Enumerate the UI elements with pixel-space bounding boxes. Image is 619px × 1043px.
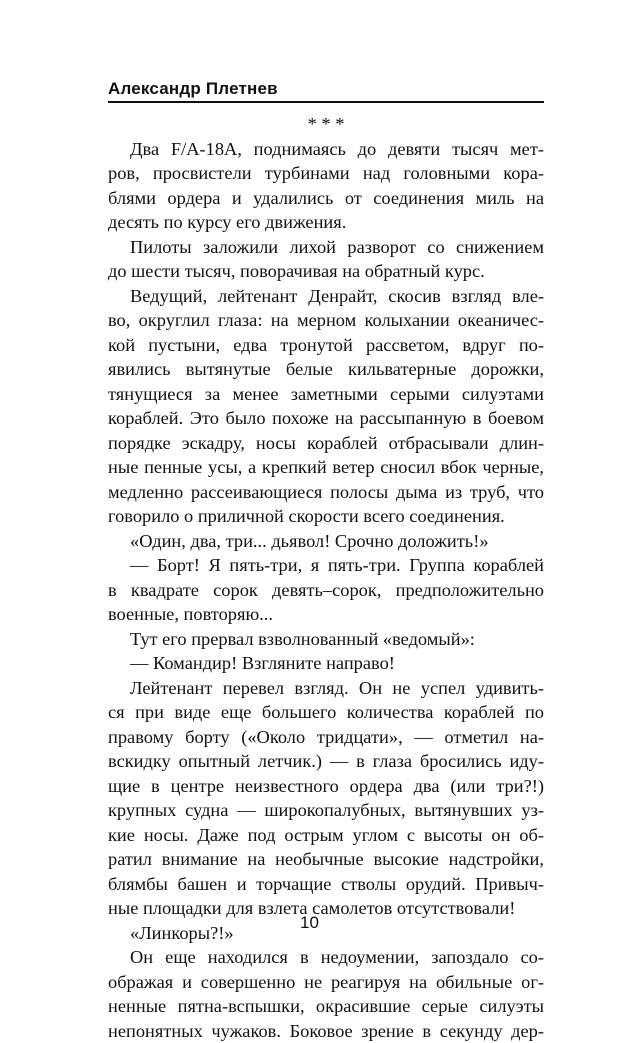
text-line: Он еще находился в недоумении, запоздало со- <box>108 945 544 970</box>
text-line: блями ордера и удалились от соединения миль на <box>108 186 544 211</box>
text-line: Пилоты заложили лихой разворот со снижением <box>108 235 544 260</box>
header-rule <box>108 101 544 103</box>
text-line: ображая и совершенно не реагируя на обильные ог- <box>108 970 544 995</box>
text-line: «Линкоры?!» <box>108 921 544 946</box>
text-line: — Командир! Взгляните направо! <box>108 651 544 676</box>
text-line: блямбы башен и торчащие стволы орудий. Привыч- <box>108 872 544 897</box>
text-line: во, округлил глаза: на мерном колыхании океаничес- <box>108 308 544 333</box>
text-line: Тут его прервал взволнованный «ведомый»: <box>108 627 544 652</box>
text-line: ратил внимание на необычные высокие надстройки, <box>108 847 544 872</box>
text-line: говорило о приличной скорости всего соединения. <box>108 504 544 529</box>
text-line: — Борт! Я пять-три, я пять-три. Группа кораблей <box>108 553 544 578</box>
text-line: кораблей. Это было похоже на рассыпанную в боевом <box>108 406 544 431</box>
author-name: Александр Плетнев <box>108 79 544 99</box>
text-line: вскидку опытный летчик.) — в глаза бросились иду- <box>108 749 544 774</box>
text-line: десять по курсу его движения. <box>108 210 544 235</box>
text-line: «Один, два, три... дьявол! Срочно доложить!» <box>108 529 544 554</box>
text-line: тянущиеся за менее заметными серыми силуэтами <box>108 382 544 407</box>
text-line: ные площадки для взлета самолетов отсутствовали! <box>108 896 544 921</box>
text-line: кие носы. Даже под острым углом с высоты он об- <box>108 823 544 848</box>
text-line: Лейтенант перевел взгляд. Он не успел удивить- <box>108 676 544 701</box>
running-header <box>108 79 544 99</box>
text-line: в квадрате сорок девять–сорок, предположительно <box>108 578 544 603</box>
text-line: крупных судна — широкопалубных, вытянувших уз- <box>108 798 544 823</box>
body-text <box>108 112 544 1043</box>
text-line: военные, повторяю... <box>108 602 544 627</box>
text-line: явились вытянутые белые кильватерные дорожки, <box>108 357 544 382</box>
text-line: непонятных чужаков. Боковое зрение в секунду дер- <box>108 1019 544 1043</box>
section-separator: * * * <box>108 112 544 137</box>
text-line: ные пенные усы, а крепкий ветер сносил вбок черные, <box>108 455 544 480</box>
text-line: правому борту («Около тридцати», — отметил на- <box>108 725 544 750</box>
text-line: Ведущий, лейтенант Денрайт, скосив взгляд вле- <box>108 284 544 309</box>
text-line: Два F/A-18A, поднимаясь до девяти тысяч мет- <box>108 137 544 162</box>
text-line: щие в центре неизвестного ордера два (или три?!) <box>108 774 544 799</box>
text-line: до шести тысяч, поворачивая на обратный курс. <box>108 259 544 284</box>
text-line: медленно рассеивающиеся полосы дыма из труб, что <box>108 480 544 505</box>
text-line: кой пустыни, едва тронутой рассветом, вдруг по- <box>108 333 544 358</box>
text-line: ненные пятна-вспышки, окрасившие серые силуэты <box>108 994 544 1019</box>
text-line: ров, просвистели турбинами над головными кора- <box>108 161 544 186</box>
text-line: порядке эскадру, носы кораблей отбрасывали длин- <box>108 431 544 456</box>
text-line: ся при виде еще большего количества кораблей по <box>108 700 544 725</box>
page-number: 10 <box>0 913 619 933</box>
